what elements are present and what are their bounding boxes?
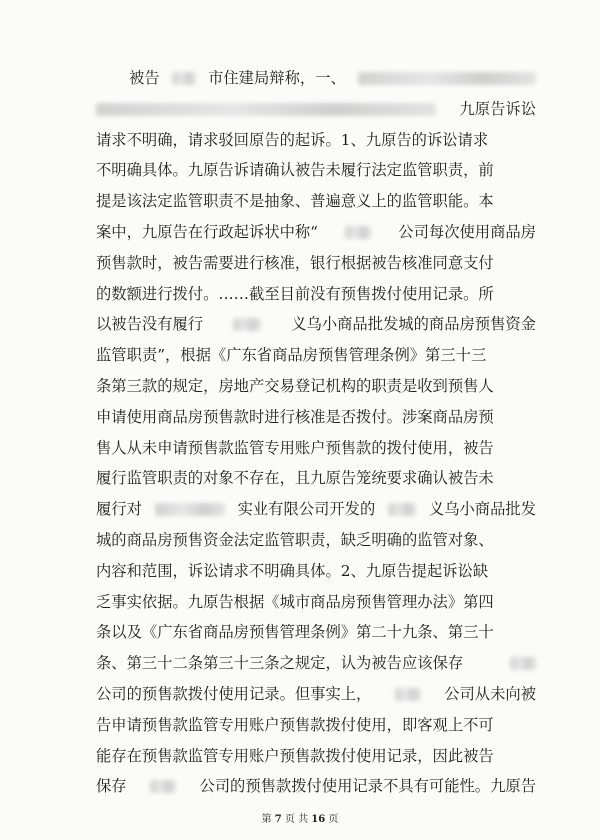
- text-segment: 公司的预售款拨付使用记录不具有可能性。九原告: [199, 777, 536, 796]
- redacted-text: [358, 72, 536, 85]
- text-segment: 请求不明确，请求驳回原告的起诉。1、九原告的诉讼请求: [96, 130, 489, 149]
- text-segment: 监管职责”，根据《广东省商品房预售管理条例》第三十三: [96, 346, 487, 365]
- text-segment: 告申请预售款监管专用账户预售款拨付使用，即客观上不可: [96, 715, 494, 734]
- document-body: [96, 63, 536, 802]
- text-line: [96, 617, 536, 648]
- text-segment: 申请使用商品房预售款时进行核准是否拨付。涉案商品房预: [96, 407, 494, 426]
- text-segment: 内容和范围，诉讼请求不明确具体。2、九原告提起诉讼缺: [96, 561, 489, 580]
- text-line: [96, 371, 536, 402]
- text-line: [96, 556, 536, 587]
- redacted-text: [510, 657, 536, 670]
- text-segment: 条第三款的规定，房地产交易登记机构的职责是收到预售人: [96, 376, 494, 395]
- text-line: [96, 155, 536, 186]
- text-line: [96, 217, 536, 248]
- page-suffix: 页: [328, 814, 339, 825]
- text-segment: 不明确具体。九原告诉请确认被告未履行法定监管职责，前: [96, 161, 494, 180]
- redacted-text: [388, 503, 416, 516]
- text-segment: 预售款时，被告需要进行核准，银行根据被告核准同意支付: [96, 253, 494, 272]
- text-line: [96, 433, 536, 464]
- text-segment: 被告: [129, 69, 160, 87]
- text-segment: 履行监管职责的对象不存在，且九原告笼统要求确认被告未: [96, 469, 494, 488]
- text-line: [96, 679, 536, 710]
- text-segment: 案中，九原告在行政起诉状中称“: [96, 222, 318, 241]
- text-segment: 乏事实依据。九原告根据《城市商品房预售管理办法》第四: [96, 592, 494, 611]
- text-segment: 公司的预售款拨付使用记录。但事实上，: [96, 684, 372, 703]
- text-segment: 实业有限公司开发的: [237, 500, 376, 519]
- page-mid: 页 共: [284, 814, 309, 825]
- text-segment: 保存: [96, 777, 127, 796]
- text-line: [96, 309, 536, 340]
- text-line: [96, 186, 536, 217]
- text-line: [96, 94, 536, 125]
- text-line: [96, 340, 536, 371]
- text-line: [96, 525, 536, 556]
- redacted-text: [155, 503, 225, 516]
- text-segment: 义乌小商品批发: [428, 500, 536, 519]
- redacted-text: [150, 780, 176, 793]
- text-line: [96, 710, 536, 741]
- text-segment: 义乌小商品批发城的商品房预售资金: [291, 315, 536, 334]
- text-line: [96, 402, 536, 433]
- text-segment: 公司从未向被: [444, 684, 536, 703]
- redacted-text: [233, 318, 261, 331]
- redacted-text: [345, 226, 371, 239]
- text-segment: 的数额进行拨付。……截至目前没有预售拨付使用记录。所: [96, 284, 494, 303]
- redacted-text: [172, 72, 196, 85]
- redacted-text: [395, 688, 421, 701]
- text-line: [96, 494, 536, 525]
- text-segment: 市住建局辩称，一、: [208, 69, 346, 87]
- text-segment: 售人从未申请预售款监管专用账户预售款的拨付使用，被告: [96, 438, 494, 457]
- text-line: [96, 741, 536, 772]
- text-segment: 九原告诉讼: [459, 99, 536, 118]
- redacted-text: [96, 103, 436, 116]
- text-segment: 城的商品房预售资金法定监管职责，缺乏明确的监管对象、: [96, 530, 494, 549]
- page-prefix: 第: [261, 814, 272, 825]
- text-line: [96, 63, 536, 94]
- page-number: 7: [274, 814, 282, 825]
- text-line: [96, 463, 536, 494]
- text-line: [96, 587, 536, 618]
- text-segment: 履行对: [96, 500, 142, 519]
- text-segment: 条、第三十二条第三十三条之规定，认为被告应该保存: [96, 654, 464, 673]
- text-segment: 能存在预售款监管专用账户预售款拨付使用记录，因此被告: [96, 746, 494, 765]
- text-line: [96, 771, 536, 802]
- text-line: [96, 248, 536, 279]
- text-segment: 提是该法定监管职责不是抽象、普遍意义上的监管职能。本: [96, 192, 494, 211]
- text-line: [96, 279, 536, 310]
- text-segment: 条以及《广东省商品房预售管理条例》第二十九条、第三十: [96, 623, 494, 642]
- page-footer: [0, 810, 600, 825]
- total-pages: 16: [311, 814, 326, 825]
- text-segment: 以被告没有履行: [96, 315, 204, 334]
- text-segment: 公司每次使用商品房: [398, 222, 536, 241]
- text-line: [96, 648, 536, 679]
- text-line: [96, 125, 536, 156]
